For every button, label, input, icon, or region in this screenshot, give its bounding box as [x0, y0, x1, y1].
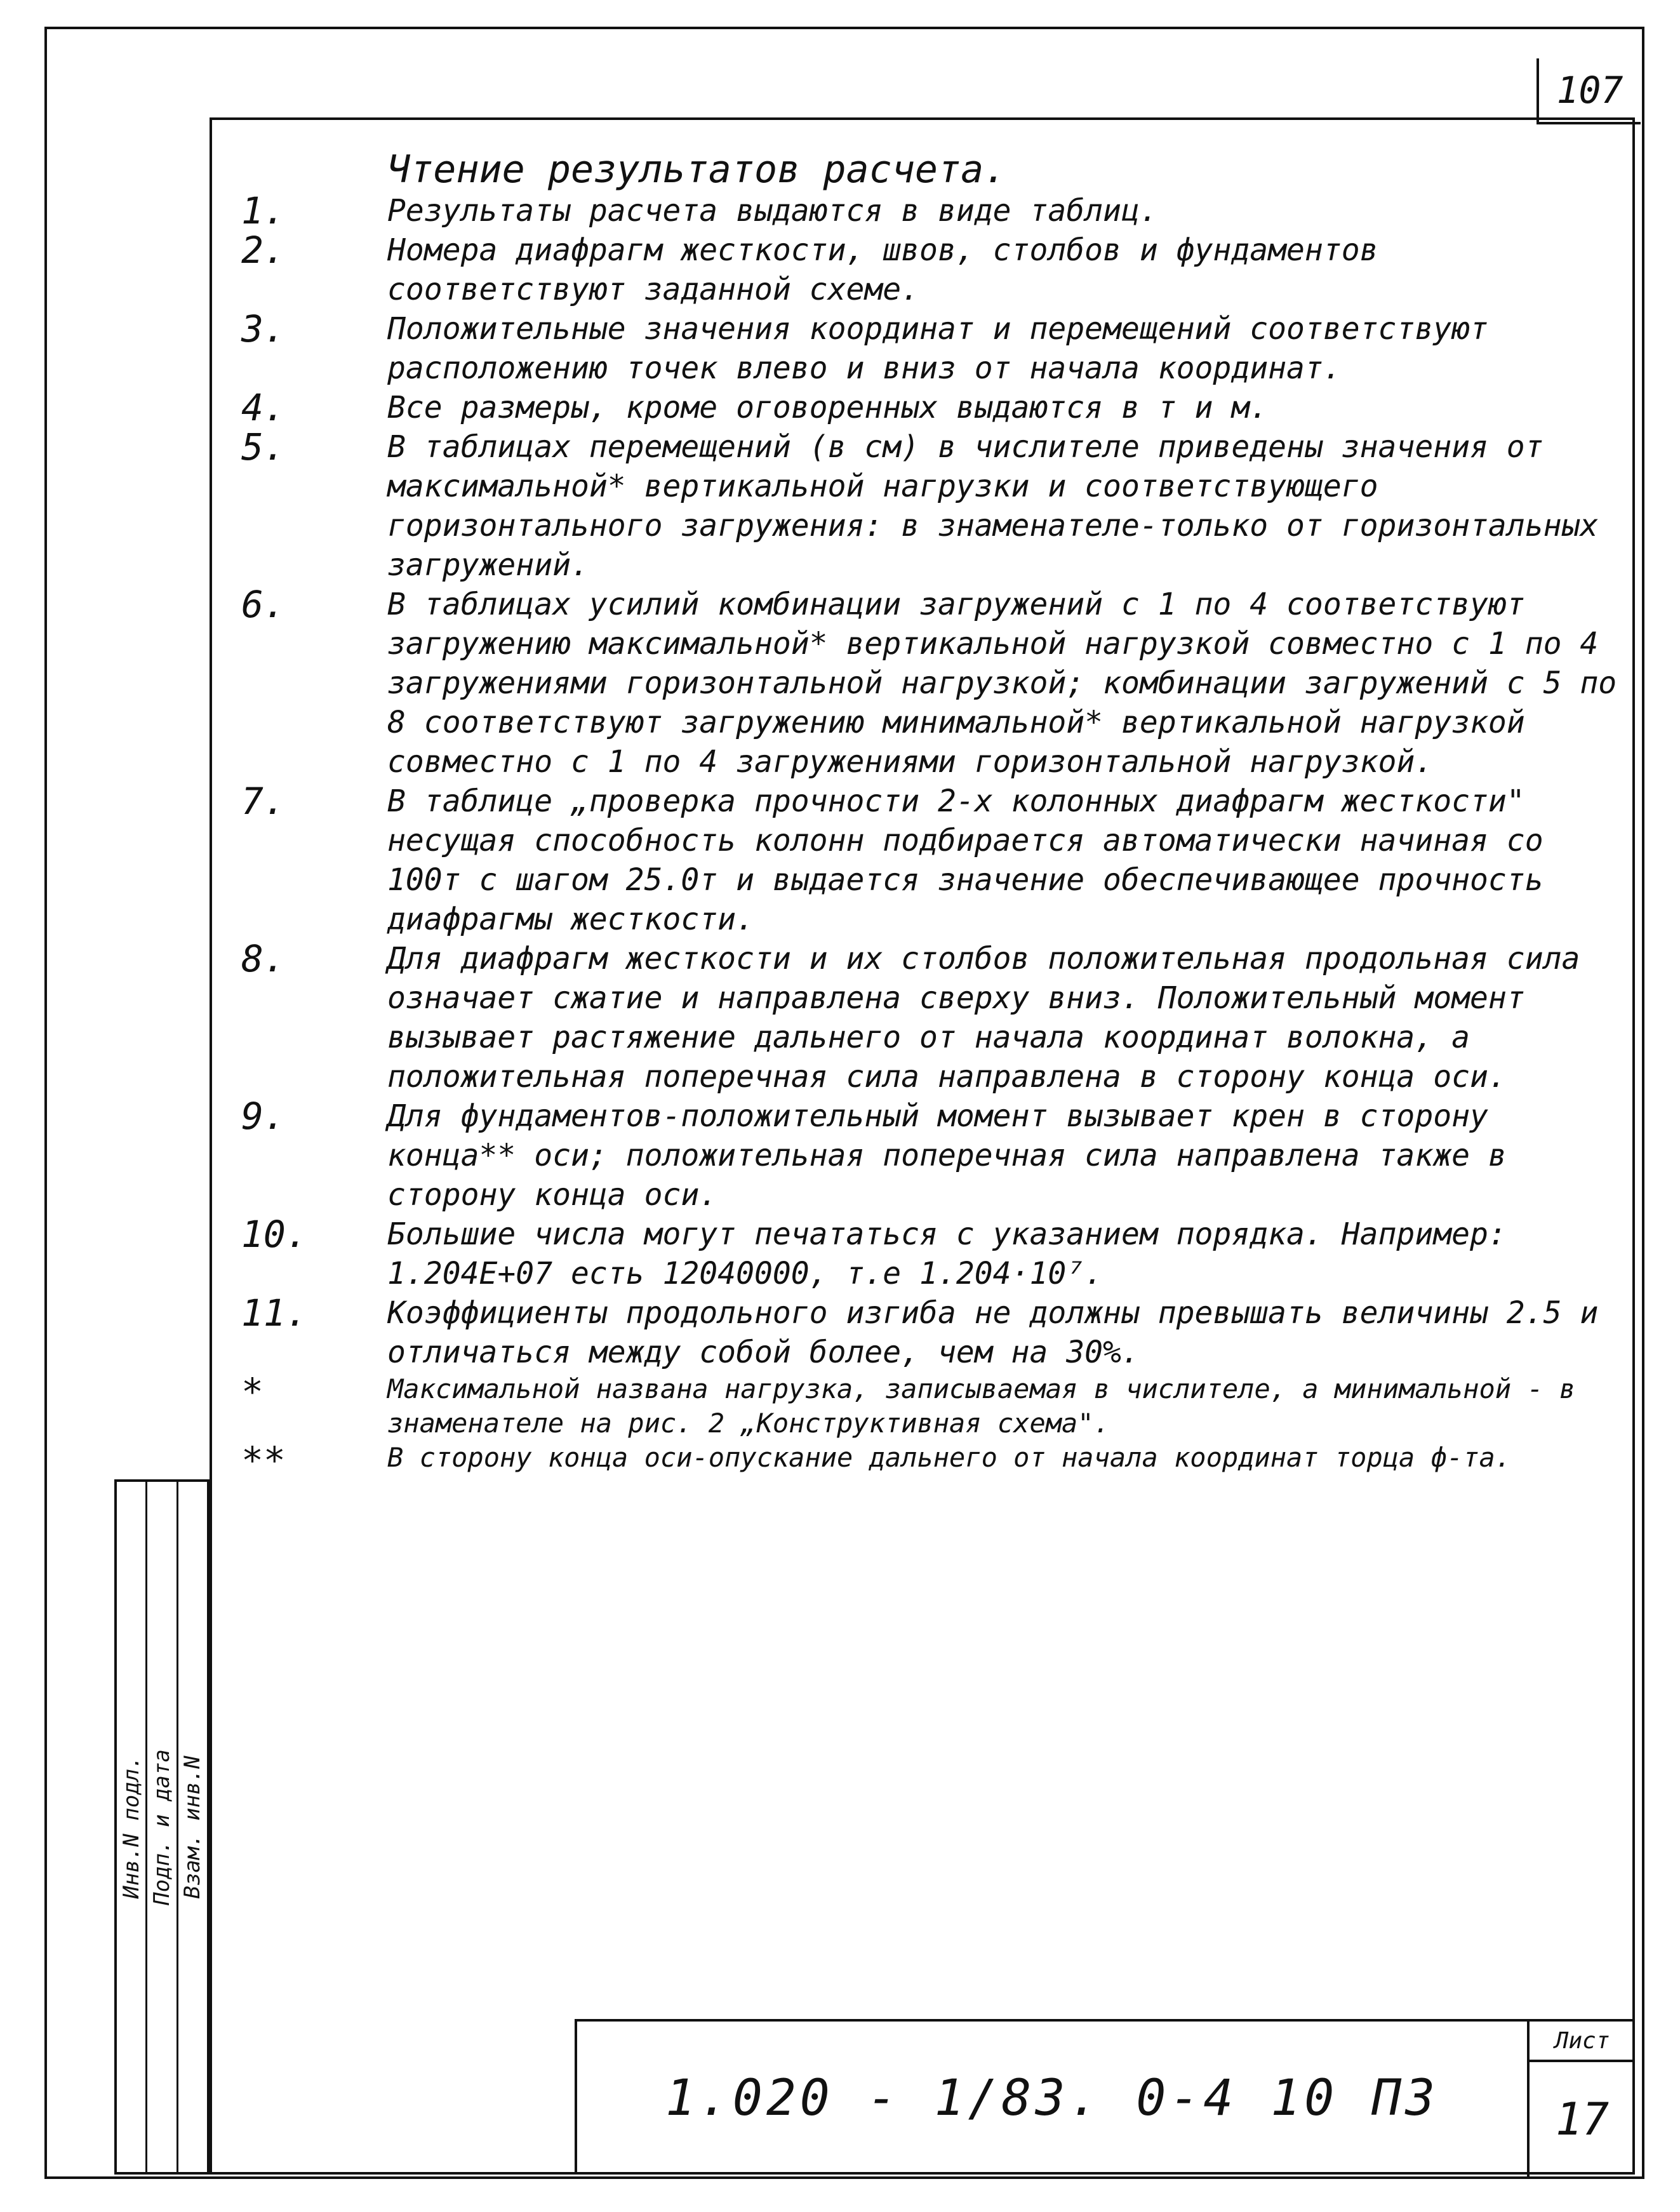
side-col-replace [178, 1482, 207, 2172]
item-number: 7. [241, 780, 286, 823]
item-number: 1. [241, 189, 286, 232]
side-stamp [114, 1479, 210, 2175]
document-body [241, 149, 1619, 1480]
item-list [241, 191, 1619, 1480]
sheet-number: 17 [1555, 2093, 1610, 2145]
list-item [241, 1215, 1619, 1293]
document-code: 1.020 - 1/83. 0-4 10 ПЗ [665, 2069, 1439, 2127]
item-text: Для фундаментов-положительный момент вызывает крен в сторону конца** оси; положительная поперечная сила направлена также в сторону конца оси. [387, 1098, 1507, 1213]
list-item [241, 782, 1619, 939]
title-block [575, 2019, 1635, 2175]
item-number: ** [241, 1439, 286, 1482]
list-item [241, 1293, 1619, 1372]
page-title: Чтение результатов расчета. [387, 147, 1007, 192]
item-text: Положительные значения координат и перемещений соответствуют расположению точек влево и вниз от начала координат. [387, 311, 1488, 386]
item-text: Максимальной названа нагрузка, записываемая в числителе, а минимальной - в знаменателе на рис. 2 „Конструктивная схема". [387, 1373, 1576, 1439]
item-number: 3. [241, 307, 286, 350]
sheet-label: Лист [1530, 2022, 1635, 2062]
item-number: * [241, 1370, 263, 1413]
item-text: В таблицах перемещений (в см) в числителе приведены значения от максимальной* вертикальной нагрузки и соответствующего горизонтального загружения: в знаменателе-только от горизонтальных загружений. [387, 429, 1599, 583]
side-label-sign: Подп. и дата [149, 1749, 175, 1905]
item-number: 8. [241, 937, 286, 980]
list-item [241, 1372, 1619, 1441]
list-item [241, 1441, 1619, 1480]
item-number: 11. [241, 1291, 308, 1335]
item-text: Большие числа могут печататься с указанием порядка. Например: 1.204E+07 есть 12040000, т.е 1.204·10⁷. [387, 1216, 1507, 1291]
list-item [241, 191, 1619, 230]
item-text: В сторону конца оси-опускание дальнего от начала координат торца ф-та. [387, 1442, 1512, 1473]
list-item [241, 388, 1619, 427]
item-text: Номера диафрагм жесткости, швов, столбов и фундаментов соответствуют заданной схеме. [387, 232, 1378, 307]
item-text: В таблице „проверка прочности 2-х колонных диафрагм жесткости" несущая способность колонн подбирается автоматически начиная со 100т с шагом 25.0т и выдается значение обеспечивающее прочность диафрагмы жесткости. [387, 783, 1543, 937]
item-number: 9. [241, 1095, 286, 1138]
item-text: Все размеры, кроме оговоренных выдаются в т и м. [387, 390, 1269, 425]
item-text: В таблицах усилий комбинации загружений с 1 по 4 соответствуют загружению максимальной* вертикальной нагрузкой совместно с 1 по 4 загружениями горизонтальной нагрузкой; комбинации загружений с 5 по 8 соответствуют загружению минимальной* вертикальной нагрузкой совместно с 1 по 4 загружениями горизонтальной нагрузкой. [387, 587, 1617, 780]
item-text: Для диафрагм жесткости и их столбов положительная продольная сила означает сжатие и направлена сверху вниз. Положительный момент вызывает растяжение дальнего от начала координат волокна, а положительная поперечная сила направлена в сторону конца оси. [387, 941, 1580, 1095]
item-number: 5. [241, 425, 286, 469]
list-item [241, 309, 1619, 388]
side-label-replace: Взам. инв.N [180, 1755, 206, 1899]
page-number: 107 [1537, 58, 1641, 124]
item-number: 6. [241, 583, 286, 626]
side-label-inv: Инв.N подл. [118, 1755, 144, 1899]
item-number: 2. [241, 229, 286, 272]
list-item [241, 585, 1619, 782]
side-col-inv [117, 1482, 147, 2172]
item-number: 10. [241, 1213, 308, 1256]
item-text: Коэффициенты продольного изгиба не должны превышать величины 2.5 и отличаться между собой более, чем на 30%. [387, 1295, 1599, 1370]
list-item [241, 427, 1619, 585]
side-col-sign [147, 1482, 178, 2172]
list-item [241, 939, 1619, 1096]
sheet-box [1527, 2022, 1635, 2177]
list-item [241, 1096, 1619, 1215]
item-number: 4. [241, 386, 286, 429]
item-text: Результаты расчета выдаются в виде таблиц. [387, 193, 1158, 229]
list-item [241, 230, 1619, 309]
